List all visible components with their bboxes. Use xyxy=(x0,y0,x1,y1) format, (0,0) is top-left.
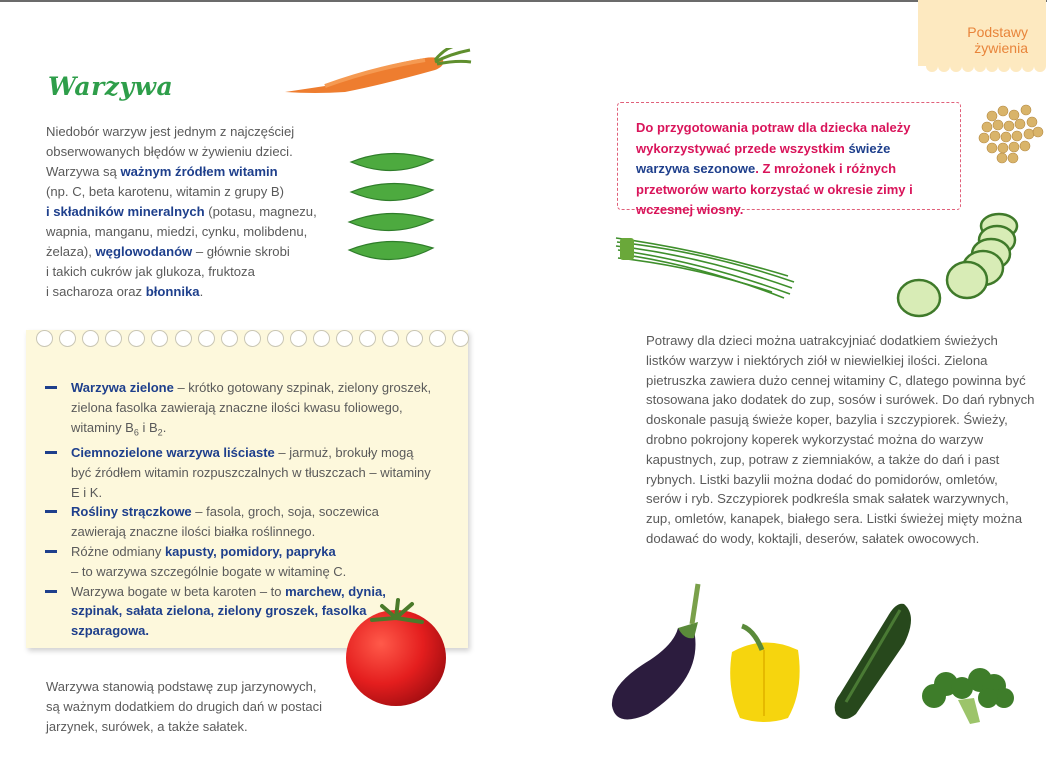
info-box-text xyxy=(636,118,946,221)
bullet-dash xyxy=(45,386,57,389)
herbs-paragraph: Potrawy dla dzieci można uatrakcyjniać dodatkiem świeżych listków warzyw i niektórych ziół w niewielkiej ilości. Zielona pietruszka zawiera dużo cennej witaminy C, dlatego powinna być stosowana jako dodatek do zup, sosów i surówek. Do dań rybnych doskonale pasują świeże koper, bazylia i szczypiorek. Świeży, drobno pokrojony koperek wykorzystać można do warzyw kapustnych, zup, potraw z ziemniaków, a także do dań i past rybnych. Listki bazylii można dodać do pomidorów, omletów, serów i ryb. Szczypiorek podkreśla smak sałatek warzywnych, zup, omletów, kanapek, białego sera. Listki świeżej mięty można dodawać do wody, koktajli, deserów, sałatek owocowych. xyxy=(646,333,1035,546)
list-item-highlight: kapusty, pomidory, papryka xyxy=(164,543,336,559)
list-item-highlight: Warzywa zielone xyxy=(71,380,174,395)
pea-pods-image xyxy=(345,148,437,272)
intro-text: (potasu, magnezu, xyxy=(204,204,317,219)
zucchini-image xyxy=(830,600,918,724)
intro-text: obserwowanych błędów w żywieniu dzieci. xyxy=(46,144,293,159)
intro-text: wapnia, manganu, miedzi, cynku, molibdenu, xyxy=(46,224,308,239)
yellow-pepper-image xyxy=(724,622,804,724)
intro-text: Warzywa są xyxy=(46,164,121,179)
chives-image xyxy=(612,232,797,302)
info-box xyxy=(617,102,961,217)
intro-text: i takich cukrów jak glukoza, fruktoza xyxy=(46,264,255,279)
section-tab-line1: Podstawy xyxy=(967,24,1028,40)
list-item-text: Warzywa bogate w beta karoten – to xyxy=(71,583,286,599)
intro-text: – głównie skrobi xyxy=(192,244,290,259)
section-tab-line2: żywienia xyxy=(974,40,1028,56)
intro-highlight: błonnika xyxy=(145,284,200,299)
list-item-highlight: Ciemnozielone warzywa liściaste xyxy=(71,444,275,460)
soybeans-image xyxy=(972,96,1047,171)
intro-highlight: ważnym źródłem witamin xyxy=(120,164,278,179)
subscript: 2 xyxy=(157,427,163,438)
tab-scallop-edge xyxy=(926,60,1046,72)
info-highlight: świeże warzywa sezonowe xyxy=(636,140,891,176)
list-item xyxy=(42,378,432,443)
broccoli-image xyxy=(918,666,1018,728)
intro-highlight: węglowodanów xyxy=(95,244,193,259)
intro-text: (np. C, beta karotenu, witamin z grupy B) xyxy=(46,184,284,199)
section-tab xyxy=(918,0,1046,66)
notepad-rings xyxy=(36,330,469,347)
cucumber-slices-image xyxy=(895,210,1025,320)
info-text: Do przygotowania potraw dla dziecka należy wykorzystywać przede wszystkim xyxy=(636,120,911,156)
bullet-dash xyxy=(45,590,57,593)
list-item-text: – krótko gotowany szpinak, zielony groszek, zielona fasolka zawierają znaczne ilości kwasu foliowego, witaminy B xyxy=(71,380,432,435)
bullet-dash xyxy=(45,550,57,553)
top-rule xyxy=(0,0,1047,2)
list-item xyxy=(42,443,432,502)
list-item-text: . xyxy=(162,419,167,435)
intro-highlight: i składników mineralnych xyxy=(46,204,205,219)
list-item-text: Różne odmiany xyxy=(71,543,165,559)
tomato-image xyxy=(342,592,450,712)
page-title: Warzywa xyxy=(48,72,174,101)
info-text: . Z mrożonek i różnych przetworów warto korzystać w okresie zimy i wczesnej wiosny. xyxy=(636,161,913,217)
list-item-text: – to warzywa szczególnie bogate w witaminę C. xyxy=(71,563,347,579)
intro-text: . xyxy=(199,284,204,299)
carrot-image xyxy=(285,48,475,104)
bullet-dash xyxy=(45,451,57,454)
list-item-text: – fasola, groch, soja, soczewica zawierają znaczne ilości białka roślinnego. xyxy=(71,504,379,540)
list-item-highlight: marchew, dynia, szpinak, sałata zielona, zielony groszek, fasolka szparagowa. xyxy=(71,583,386,639)
tail-paragraph: Warzywa stanowią podstawę zup jarzynowych, są ważnym dodatkiem do drugich dań w postaci jarzynek, surówek, a także sałatek. xyxy=(46,679,323,734)
bullet-dash xyxy=(45,510,57,513)
subscript: 6 xyxy=(133,427,139,438)
list-item-highlight: Rośliny strączkowe xyxy=(71,504,192,520)
list-item-text: – jarmuż, brokuły mogą być źródłem witamin rozpuszczalnych w tłuszczach – witaminy E i K. xyxy=(71,444,431,500)
intro-paragraph xyxy=(46,122,321,302)
intro-text: Niedobór warzyw jest jednym z najczęściej xyxy=(46,124,295,139)
eggplant-image xyxy=(608,582,708,724)
list-item xyxy=(42,502,432,542)
intro-text: żelaza), xyxy=(46,244,96,259)
list-item-text: i B xyxy=(138,419,158,435)
intro-text: i sacharoza oraz xyxy=(46,284,146,299)
list-item xyxy=(42,542,432,582)
